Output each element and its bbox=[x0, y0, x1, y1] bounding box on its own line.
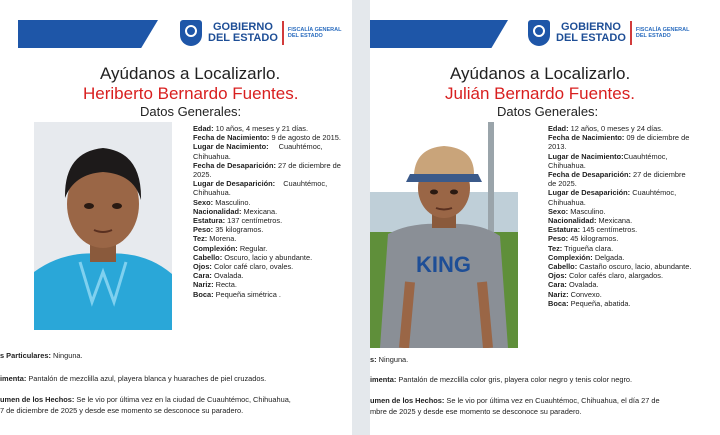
field-nariz: Nariz: Convexo. bbox=[548, 289, 602, 299]
person-photo bbox=[34, 122, 172, 330]
field-fecha-desaparicion-cont: de 2025. bbox=[548, 179, 577, 189]
field-peso: Peso: 35 kilogramos. bbox=[193, 225, 264, 235]
field-resumen-hechos-cont: 7 de diciembre de 2025 y desde ese momento se desconoce su paradero. bbox=[0, 406, 244, 415]
field-lugar-desaparicion-cont: Chihuahua. bbox=[548, 197, 586, 207]
section-heading: Datos Generales: bbox=[140, 104, 242, 119]
coat-of-arms-icon bbox=[180, 20, 202, 46]
general-data-list bbox=[193, 124, 352, 299]
government-logo bbox=[528, 20, 689, 46]
gobierno-wordmark: GOBIERNO DEL ESTADO bbox=[208, 21, 278, 44]
fiscalia-wordmark: FISCALÍA GENERAL DEL ESTADO bbox=[635, 26, 690, 39]
field-resumen-hechos-cont: mbre de 2025 y desde ese momento se desconoce su paradero. bbox=[370, 407, 582, 416]
field-lugar-desaparicion: Lugar de Desaparición: Cuauhtémoc, bbox=[193, 179, 328, 189]
field-ojos: Ojos: Color café claro, ovales. bbox=[193, 262, 294, 272]
field-resumen-hechos: umen de los Hechos: Se le vio por última vez en la ciudad de Cuauhtémoc, Chihuahua, bbox=[0, 395, 291, 404]
field-fecha-desaparicion: Fecha de Desaparición: 27 de diciembre de bbox=[193, 160, 341, 170]
field-fecha-nacimiento-cont: 2013. bbox=[548, 142, 567, 152]
field-vestimenta: imenta: Pantalón de mezclilla azul, playera blanca y huaraches de piel cruzados. bbox=[0, 374, 267, 383]
general-data-list bbox=[548, 124, 720, 308]
field-complexion: Complexión: Regular. bbox=[193, 243, 268, 253]
field-nacionalidad: Nacionalidad: Mexicana. bbox=[193, 206, 278, 216]
coat-of-arms-icon bbox=[528, 20, 550, 46]
field-vestimenta: imenta: Pantalón de mezclilla color gris, playera color negro y tenis color negro. bbox=[370, 375, 633, 384]
field-ojos: Ojos: Color cafés claro, alargados. bbox=[548, 271, 664, 281]
field-estatura: Estatura: 137 centímetros. bbox=[193, 216, 283, 226]
government-logo bbox=[180, 20, 341, 46]
field-fecha-desaparicion: Fecha de Desaparición: 27 de diciembre bbox=[548, 170, 686, 180]
field-boca: Boca: Pequeña, abatida. bbox=[548, 298, 631, 308]
section-heading: Datos Generales: bbox=[497, 104, 599, 119]
field-senas-particulares: s: Ninguna. bbox=[370, 355, 409, 364]
shirt-print: KING bbox=[416, 252, 471, 277]
person-name: Heriberto Bernardo Fuentes. bbox=[83, 84, 299, 103]
fiscalia-wordmark: FISCALÍA GENERAL DEL ESTADO bbox=[287, 26, 342, 39]
poster-title: Ayúdanos a Localizarlo. bbox=[100, 64, 281, 83]
field-sexo: Sexo: Masculino. bbox=[193, 197, 251, 207]
field-resumen-hechos: umen de los Hechos: Se le vio por última vez en Cuauhtémoc, Chihuahua, el día 27 de bbox=[370, 396, 660, 405]
field-lugar-nacimiento: Lugar de Nacimiento:Cuauhtémoc, bbox=[548, 151, 668, 161]
field-lugar-nacimiento-cont: Chihuahua. bbox=[193, 151, 231, 161]
field-complexion: Complexión: Delgada. bbox=[548, 252, 625, 262]
header-band bbox=[370, 20, 508, 48]
person-photo bbox=[370, 122, 518, 348]
field-cabello: Cabello: Oscuro, lacio y abundante. bbox=[193, 252, 313, 262]
field-sexo: Sexo: Masculino. bbox=[548, 206, 606, 216]
field-tez: Tez: Trigueña clara. bbox=[548, 243, 614, 253]
field-senas-particulares: s Particulares: Ninguna. bbox=[0, 351, 83, 360]
field-peso: Peso: 45 kilogramos. bbox=[548, 234, 619, 244]
field-lugar-desaparicion-cont: Chihuahua. bbox=[193, 188, 231, 198]
field-lugar-nacimiento: Lugar de Nacimiento: Cuauhtémoc, bbox=[193, 142, 323, 152]
field-boca: Boca: Pequeña simétrica . bbox=[193, 289, 281, 299]
field-estatura: Estatura: 145 centímetros. bbox=[548, 225, 638, 235]
header-band bbox=[18, 20, 158, 48]
logo-divider bbox=[630, 21, 632, 45]
poster-title: Ayúdanos a Localizarlo. bbox=[450, 64, 631, 83]
field-fecha-nacimiento: Fecha de Nacimiento: 9 de agosto de 2015. bbox=[193, 133, 341, 143]
person-name: Julián Bernardo Fuentes. bbox=[445, 84, 635, 103]
field-fecha-desaparicion-cont: 2025. bbox=[193, 170, 212, 180]
logo-divider bbox=[282, 21, 284, 45]
field-nariz: Nariz: Recta. bbox=[193, 280, 237, 290]
field-fecha-nacimiento: Fecha de Nacimiento: 09 de diciembre de bbox=[548, 133, 690, 143]
field-nacionalidad: Nacionalidad: Mexicana. bbox=[548, 216, 633, 226]
page-gutter bbox=[352, 0, 370, 435]
field-cara: Cara: Ovalada. bbox=[193, 271, 244, 281]
field-lugar-nacimiento-cont: Chihuahua. bbox=[548, 160, 586, 170]
field-edad: Edad: 12 años, 0 meses y 24 días. bbox=[548, 124, 664, 133]
field-edad: Edad: 10 años, 4 meses y 21 días. bbox=[193, 124, 309, 133]
field-cara: Cara: Ovalada. bbox=[548, 280, 599, 290]
field-tez: Tez: Morena. bbox=[193, 234, 237, 244]
field-cabello: Cabello: Castaño oscuro, lacio, abundante. bbox=[548, 262, 692, 272]
gobierno-wordmark: GOBIERNO DEL ESTADO bbox=[556, 21, 626, 44]
field-lugar-desaparicion: Lugar de Desaparición: Cuauhtémoc, bbox=[548, 188, 677, 198]
